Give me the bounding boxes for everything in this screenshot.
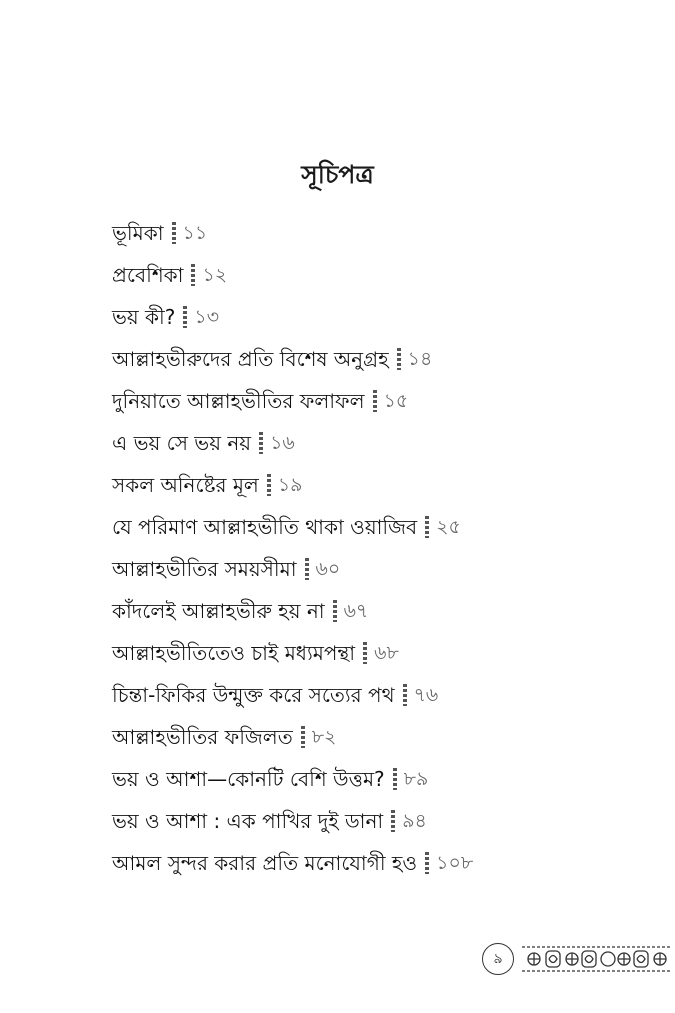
- toc-entry-label: ভয় ও আশা—কোনটি বেশি উত্তম?: [112, 767, 385, 791]
- toc-entry: [112, 548, 632, 590]
- separator-icon: [333, 600, 337, 622]
- page-footer: [482, 940, 675, 978]
- toc-entry: [112, 212, 632, 254]
- page-title: সূচিপত্র: [301, 160, 374, 189]
- toc-entry-label: সকল অনিষ্টের মূল: [112, 473, 259, 497]
- separator-icon: [397, 348, 401, 370]
- toc-entry-label: এ ভয় সে ভয় নয়: [112, 431, 252, 455]
- toc-entry-label: আল্লাহভীরুদের প্রতি বিশেষ অনুগ্রহ: [112, 347, 389, 371]
- toc-entry-page: ১৬: [270, 432, 295, 454]
- toc-entry-label: আল্লাহভীতির সময়সীমা: [112, 557, 297, 581]
- separator-icon: [363, 642, 367, 664]
- separator-icon: [373, 390, 377, 412]
- toc-entry: [112, 800, 632, 842]
- toc-entry-label: প্রবেশিকা: [112, 263, 184, 287]
- page-number: ৯: [482, 943, 514, 975]
- toc-entry-page: ২৫: [436, 516, 461, 538]
- toc-entry-page: ১৯: [277, 474, 303, 496]
- separator-icon: [425, 516, 429, 538]
- toc-entry: [112, 506, 632, 548]
- toc-entry-label: আল্লাহভীতির ফজিলত: [112, 725, 293, 749]
- toc-entry: [112, 716, 632, 758]
- toc-entry: [112, 254, 632, 296]
- toc-entry-label: কাঁদলেই আল্লাহভীরু হয় না: [112, 599, 325, 623]
- separator-icon: [393, 768, 397, 790]
- toc-entry: [112, 590, 632, 632]
- toc-entry-label: ভয় ও আশা : এক পাখির দুই ডানা: [112, 809, 384, 833]
- toc-entry-page: ৮৯: [403, 768, 429, 790]
- separator-icon: [172, 222, 176, 244]
- toc-entry-page: ৮২: [311, 726, 337, 748]
- toc-entry-page: ৬৮: [374, 642, 399, 664]
- toc-entry-page: ১৩: [194, 306, 220, 328]
- toc-entry-label: যে পরিমাণ আল্লাহভীতি থাকা ওয়াজিব: [112, 515, 418, 539]
- toc-entry: [112, 632, 632, 674]
- toc-entry: [112, 296, 632, 338]
- separator-icon: [391, 810, 395, 832]
- separator-icon: [301, 726, 305, 748]
- toc-entry-page: ৭৬: [413, 684, 439, 706]
- toc-entry-label: চিন্তা-ফিকির উন্মুক্ত করে সত্যের পথ: [112, 683, 395, 707]
- toc-entry: [112, 422, 632, 464]
- toc-entry: [112, 380, 632, 422]
- toc-entry: [112, 464, 632, 506]
- toc-entry-page: ৬০: [315, 558, 341, 580]
- toc-entry-page: ১২: [202, 264, 228, 286]
- toc-entry: [112, 338, 632, 380]
- separator-icon: [259, 432, 263, 454]
- toc-entry-label: আল্লাহভীতিতেও চাই মধ্যমপন্থা: [112, 641, 356, 665]
- toc-entry-page: ১০৮: [436, 852, 474, 874]
- toc-entry-page: ৯৪: [402, 810, 427, 832]
- decorative-border-icon: [520, 942, 672, 976]
- toc-entry-page: ১৪: [407, 348, 433, 370]
- toc-entry: [112, 674, 632, 716]
- toc-entry: [112, 758, 632, 800]
- toc-entry-label: আমল সুন্দর করার প্রতি মনোযোগী হও: [112, 851, 418, 875]
- toc-entry-page: ১১: [182, 222, 208, 244]
- separator-icon: [183, 306, 187, 328]
- separator-icon: [191, 264, 195, 286]
- separator-icon: [425, 852, 429, 874]
- table-of-contents: [112, 212, 632, 884]
- separator-icon: [305, 558, 309, 580]
- toc-entry-label: দুনিয়াতে আল্লাহভীতির ফলাফল: [112, 389, 365, 413]
- toc-entry-page: ৬৭: [343, 600, 369, 622]
- toc-entry-page: ১৫: [383, 390, 409, 412]
- toc-entry: [112, 842, 632, 884]
- toc-entry-label: ভয় কী?: [112, 305, 176, 329]
- separator-icon: [267, 474, 271, 496]
- toc-entry-label: ভূমিকা: [112, 221, 164, 245]
- separator-icon: [403, 684, 407, 706]
